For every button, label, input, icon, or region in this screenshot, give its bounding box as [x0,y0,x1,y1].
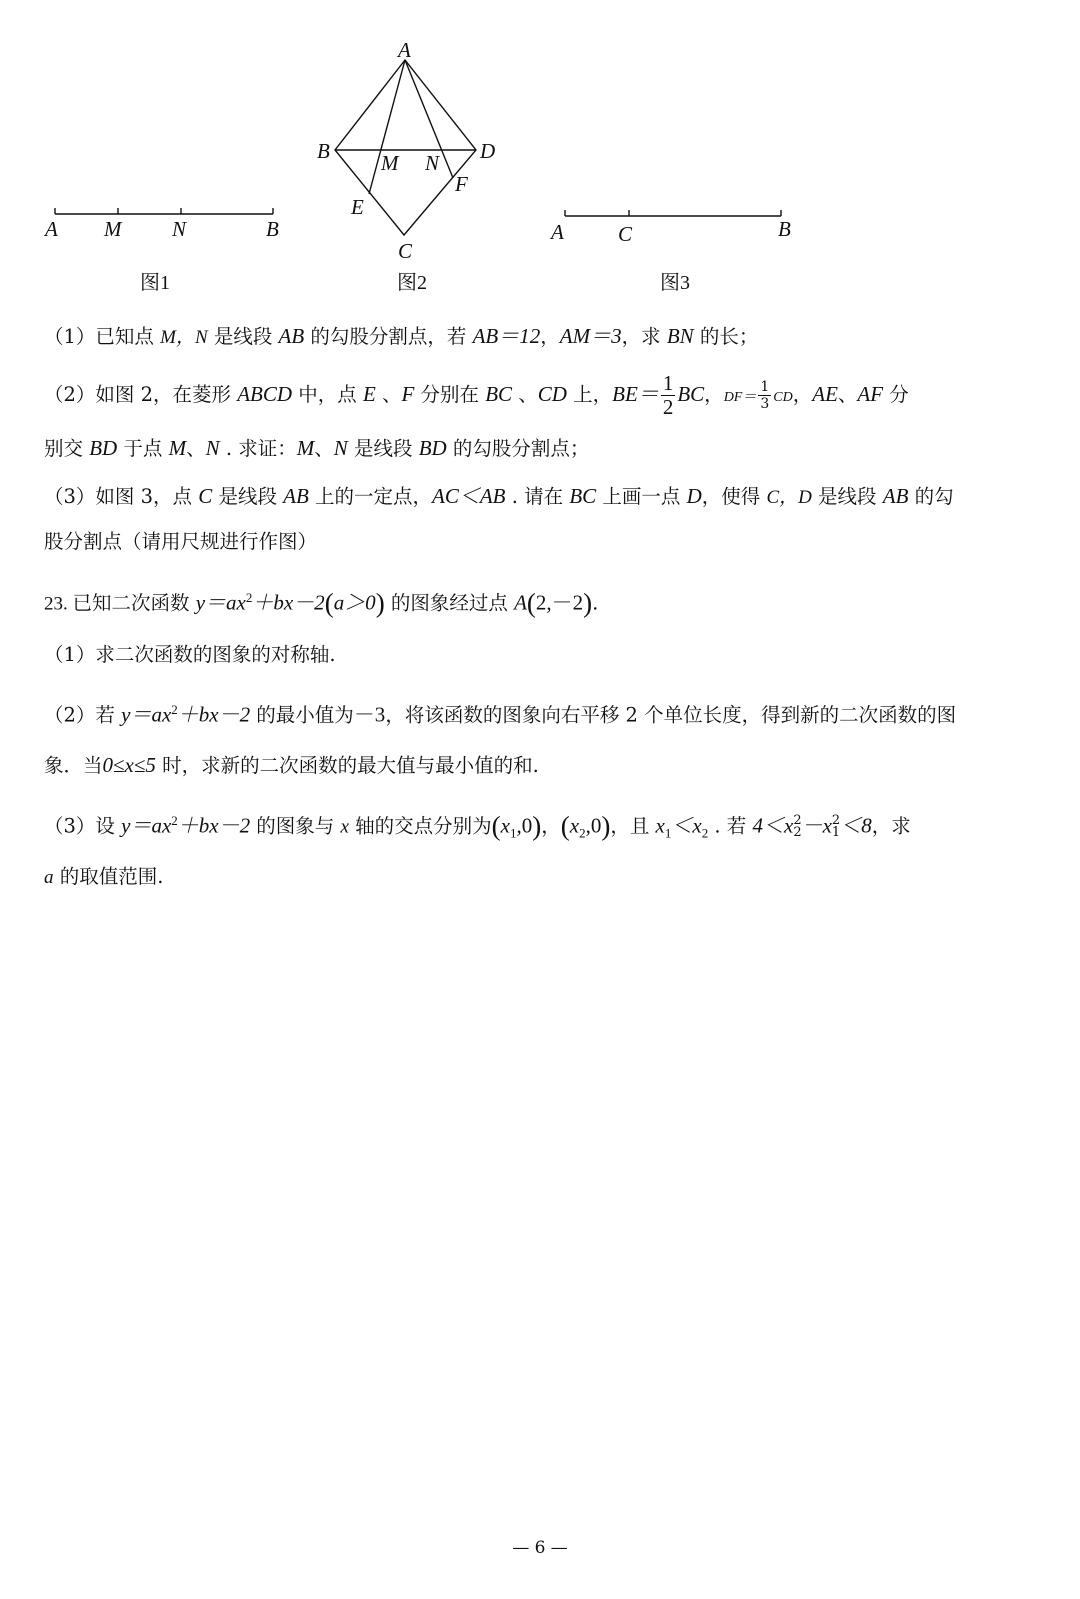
math: x [569,813,580,838]
text: 若 [95,703,122,727]
fraction-denominator: 3 [760,396,770,412]
math: DF＝ [723,390,757,405]
fig2-label-a: A [398,38,411,62]
part-number: （1） [44,643,96,666]
math: ＜x [671,813,702,838]
text: 、 [512,383,538,406]
figure-1 [43,208,279,294]
math: 2 [793,825,802,840]
fig3-label-c: C [618,222,633,246]
math: AC＜AB [432,484,506,508]
text: 上画一点 [596,485,687,508]
part-number: （1） [44,325,96,348]
math-supsub [832,815,840,839]
text: 设 [95,814,122,838]
page-number: — 6 — [512,1538,568,1558]
figure-2-labels [317,38,495,294]
q23-part2-cont [44,750,1036,781]
math: 2 [831,813,841,828]
part-number: （2） [44,383,96,406]
text: 、 [314,437,334,460]
fraction-numerator: 1 [662,371,674,395]
math: N [205,436,220,460]
fig2-label-m: M [381,151,399,175]
math: D [686,484,702,508]
math: C [198,484,213,508]
text: 、 [375,383,402,406]
math: AM＝3 [559,324,622,348]
math: BD [89,436,118,460]
text: 分别在 [414,383,486,406]
text: 分 [883,383,909,406]
part-number: （2） [44,703,96,727]
math: ＋bx－2 [252,590,325,615]
math: ) [601,810,611,841]
math: y＝ax [121,702,172,727]
text: 上， [566,383,613,406]
fig2-label-n: N [425,151,440,175]
text: ，且 [610,814,656,838]
text: ，将该函数的图象向右平移 2 个单位长度，得到新的二次函数的图 [385,703,957,727]
math: M [296,436,315,460]
math: AB [283,484,309,508]
math: a [44,867,54,888]
text: ， [540,325,560,348]
fig3-caption: 图3 [660,272,690,294]
text: 求二次函数的图象的对称轴. [95,643,336,666]
math: ( [560,810,570,841]
math: 2 [579,825,586,841]
math: CD [537,382,567,406]
q22-part3 [44,481,1036,513]
figures-svg [0,0,1080,310]
math: x [340,816,349,838]
text: 如图 2，在菱形 [95,383,238,406]
math: 2 [245,590,253,605]
math: 2,－2 [535,590,584,615]
math: 2 [701,825,709,841]
text: . [592,591,599,615]
text: 的取值范围. [53,865,164,888]
q23-part3-cont [44,862,1036,893]
question-number: 23. [44,593,73,615]
fraction-denominator: 2 [662,395,674,419]
text: ， [704,383,724,406]
math: ABCD [237,382,293,406]
fig2-label-f: F [455,172,468,196]
text: 是线段 [811,485,883,508]
figure-3 [549,210,791,294]
fig1-label-n: N [172,217,187,241]
math: y＝ax [121,813,172,838]
fraction-one-third [758,380,771,411]
math: 1 [509,825,517,841]
text: 是线段 [212,485,284,508]
math: 2 [793,813,802,828]
fig1-label-b: B [266,217,279,241]
math: ( [491,810,501,841]
text: 上的一定点， [308,485,433,508]
math: －3 [353,702,386,727]
math: y＝ax [195,590,246,615]
math: N [333,436,348,460]
text: 别交 [44,437,90,460]
math: ) [532,810,542,841]
math: BC [569,484,597,508]
text: 是线段 [207,325,279,348]
math: x [500,813,510,838]
text: 已知点 [95,325,161,348]
math: ( [526,587,536,618]
part-number: （3） [44,814,96,838]
text: ， [541,814,561,838]
math: 1 [831,825,841,840]
fig2-caption: 图2 [397,272,427,294]
math: BC [485,382,513,406]
text: 是线段 [347,437,419,460]
text: 的图象与 [250,814,341,838]
math: BN [666,324,694,348]
q23-part2 [44,695,1036,731]
math: ＋bx－2 [177,813,251,838]
math: ＋bx－2 [177,702,251,727]
math: 4＜x [752,813,794,838]
q23-stem [44,583,1036,620]
math: BE＝ [612,382,659,406]
fig2-label-b: B [317,139,330,163]
math: AB [882,484,909,508]
text: 的长； [693,325,759,348]
fraction-numerator: 1 [760,379,770,395]
math: ) [375,587,385,618]
math: ,0 [516,813,533,838]
math: ( [324,587,334,618]
fig1-label-a: A [45,217,58,241]
math: 0≤x≤5 [102,753,156,777]
text: 的勾 [908,485,954,508]
math: AF [857,382,884,406]
math: ＜8 [840,813,872,838]
math: AE [812,382,838,406]
fig1-caption: 图1 [140,272,170,294]
math: BC [677,382,705,406]
math: 1 [664,825,672,841]
q22-part2-cont [44,433,1036,464]
math-supsub [793,815,801,839]
math: BD [418,436,447,460]
math: －x [801,813,832,838]
q23-part3 [44,806,1036,848]
text: ， [792,383,813,406]
text: . 请在 [505,485,570,508]
text: 象．当 [44,754,103,777]
fig3-label-a: A [551,220,564,244]
text: 股分割点（请用尺规进行作图） [44,530,318,553]
math: M，N [160,327,208,348]
text: 、 [186,437,206,460]
fig3-label-b: B [778,217,791,241]
q22-part3-cont [44,527,1036,557]
fig2-label-c: C [398,239,413,263]
q23-part1 [44,640,1036,670]
math: F [401,382,415,406]
math: a＞0 [333,590,376,615]
math: AB＝12 [472,324,541,348]
text: 已知二次函数 [72,591,196,615]
math: x [655,813,665,838]
text: ，求 [621,325,667,348]
math: C，D [766,487,812,508]
text: 中，点 [292,383,363,406]
fig2-label-d: D [480,139,496,163]
math: M [168,436,187,460]
q22-part2 [44,373,1036,418]
text: 于点 [117,437,169,460]
math: AB [278,324,305,348]
q22-part1 [44,321,1036,353]
math: ,0 [585,813,602,838]
text: ，求 [871,814,911,838]
text: 的勾股分割点； [446,437,590,460]
text: ，使得 [701,485,767,508]
fig1-label-m: M [104,217,122,241]
text: 时，求新的二次函数的最大值与最小值的和. [155,754,539,777]
math: ) [583,587,593,618]
math: A [514,590,527,615]
text: 、 [837,383,858,406]
text: 的勾股分割点，若 [304,325,473,348]
math: CD [773,390,793,405]
text: . 若 [708,814,753,838]
text: 的图象经过点 [384,591,515,615]
text: . 求证： [219,437,297,460]
math: E [362,382,376,406]
text: 如图 3，点 [95,485,199,508]
text: 的最小值为 [250,703,354,727]
math: 2 [171,813,178,828]
part-number: （3） [44,485,96,508]
math: 2 [171,702,178,717]
text: 轴的交点分别为 [348,814,492,838]
fraction-one-half [661,373,676,418]
fig2-label-e: E [351,195,364,219]
